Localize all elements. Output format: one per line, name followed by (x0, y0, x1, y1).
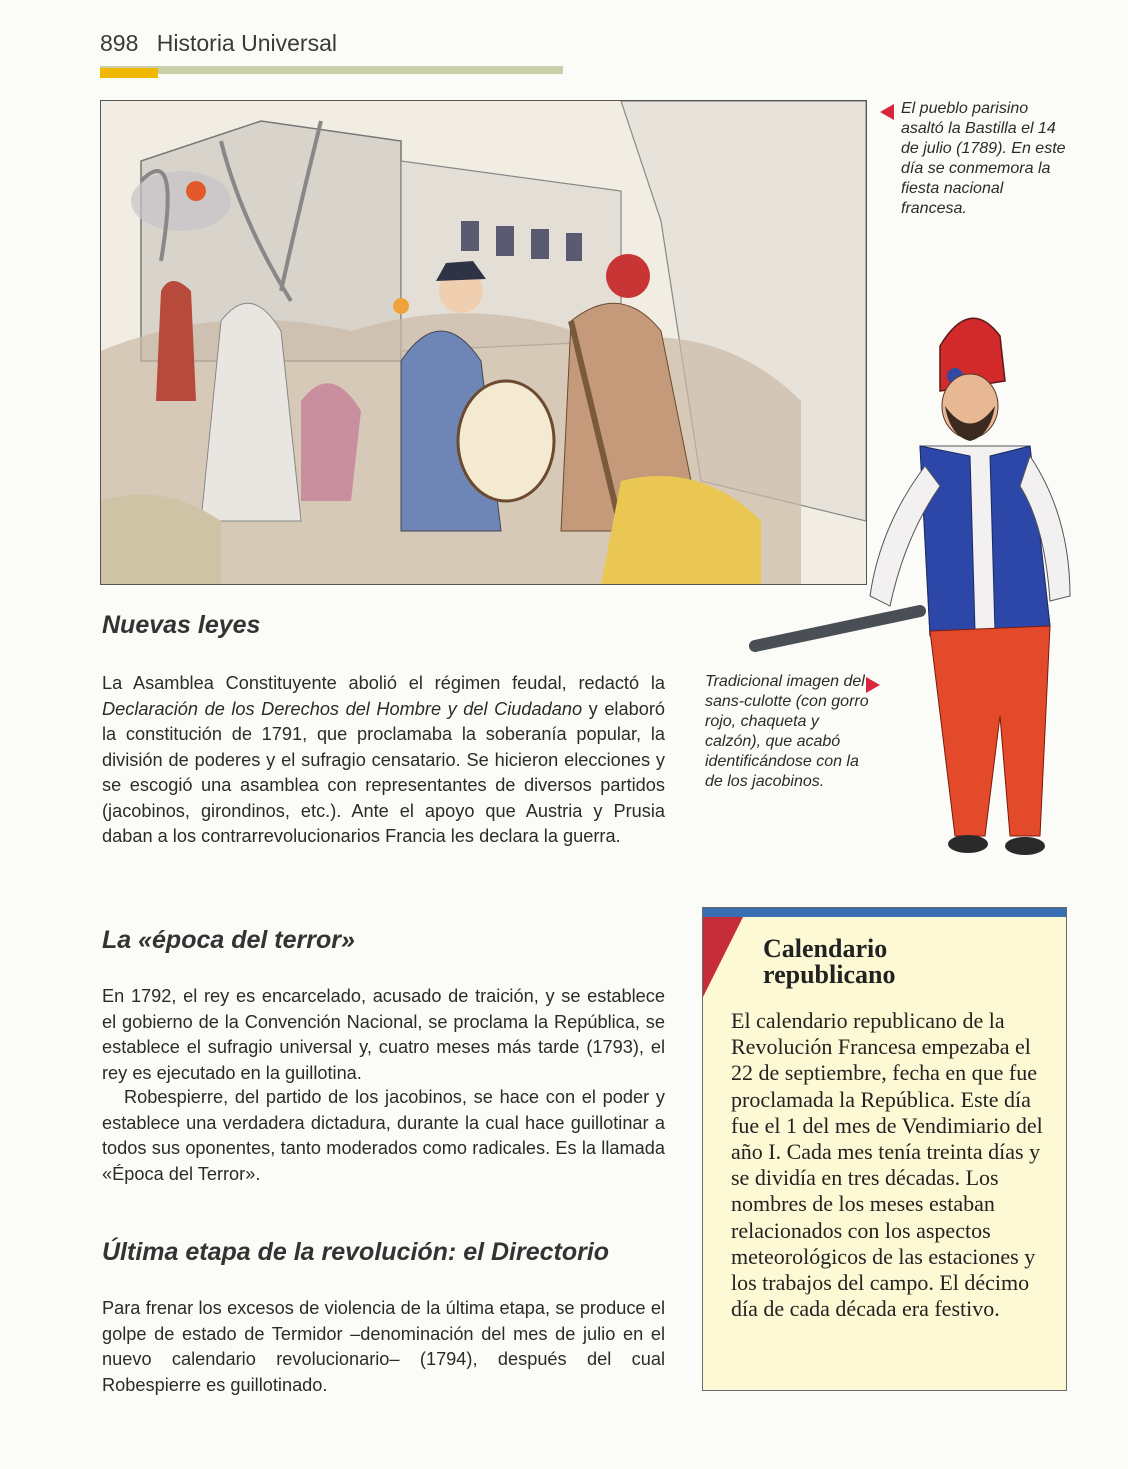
paragraph-terror-1: En 1792, el rey es encarcelado, acusado de traición, y se establece el gobierno de la Convención Nacional, se proclama la República, se establece el sufragio universal y, cuatro meses más tarde (1793), el rey es ejecutado en la guillotina. (102, 986, 665, 1083)
book-title: Historia Universal (156, 30, 337, 56)
page-number: 898 (100, 30, 139, 56)
heading-nuevas-leyes: Nuevas leyes (102, 611, 261, 639)
caption-sansculotte: Tradicional imagen del sans-culotte (con gorro rojo, chaqueta y calzón), que acabó identificándose con la de los jacobinos. (705, 673, 869, 790)
header-rule (100, 66, 563, 74)
paragraph-text: y elaboró la constitución de 1791, que proclamaba la soberanía popular, la división de poderes y el sufragio censatario. Se hicieron elecciones y se escogió una asamblea con representantes de diversos partidos (jacobinos, girondinos, etc.). Ante el apoyo que Austria y Prusia daban a los contrarrevolucionarios Francia les declara la guerra. (102, 698, 665, 846)
paragraph-terror-2: Robespierre, del partido de los jacobinos, se hace con el poder y establece una verdadera dictadura, durante la cual hace guillotinar a todos sus oponentes, tanto moderados como radicales. Es la llamada «Época del Terror». (102, 1087, 665, 1184)
heading-directorio: Última etapa de la revolución: el Directorio (102, 1238, 610, 1266)
header-accent (100, 68, 158, 78)
calendario-box (702, 907, 1067, 1391)
paragraph-nuevas-leyes (102, 671, 665, 850)
box-top-stripe (703, 908, 1066, 917)
paragraph-text: La Asamblea Constituyente abolió el régimen feudal, redactó la (102, 673, 665, 693)
paragraph-directorio: Para frenar los excesos de violencia de la última etapa, se produce el golpe de estado de Termidor –denominación del mes de julio en el nuevo calendario revolucionario– (1794), después del cual Robespierre es guillotinado. (102, 1298, 665, 1395)
sansculotte-illustration (700, 296, 1095, 881)
heading-epoca-terror: La «época del terror» (102, 926, 355, 954)
box-corner-triangle (703, 917, 743, 997)
box-title-line1: Calendario (763, 934, 888, 963)
box-title (763, 936, 895, 988)
caption-arrow-left-icon (880, 104, 894, 120)
box-text: El calendario republicano de la Revolución Francesa empezaba el 22 de septiembre, fecha en que fue proclamada la República. Este día fue el 1 del mes de Vendimiario del año I. Cada mes tenía treinta días y se dividía en tres décadas. Los nombres de los meses estaban relacionados con los aspectos meteorológicos de las estaciones y los trabajos del campo. El décimo día de cada década era festivo. (731, 1008, 1043, 1322)
box-title-line2: republicano (763, 960, 896, 989)
caption-bastilla: El pueblo parisino asaltó la Bastilla el 14 de julio (1789). En este día se conmemora la fiesta nacional francesa. (901, 100, 1066, 217)
caption-arrow-right-icon (866, 677, 880, 693)
paragraph-italic-title: Declaración de los Derechos del Hombre y del Ciudadano (102, 698, 583, 719)
page-header (100, 30, 337, 57)
